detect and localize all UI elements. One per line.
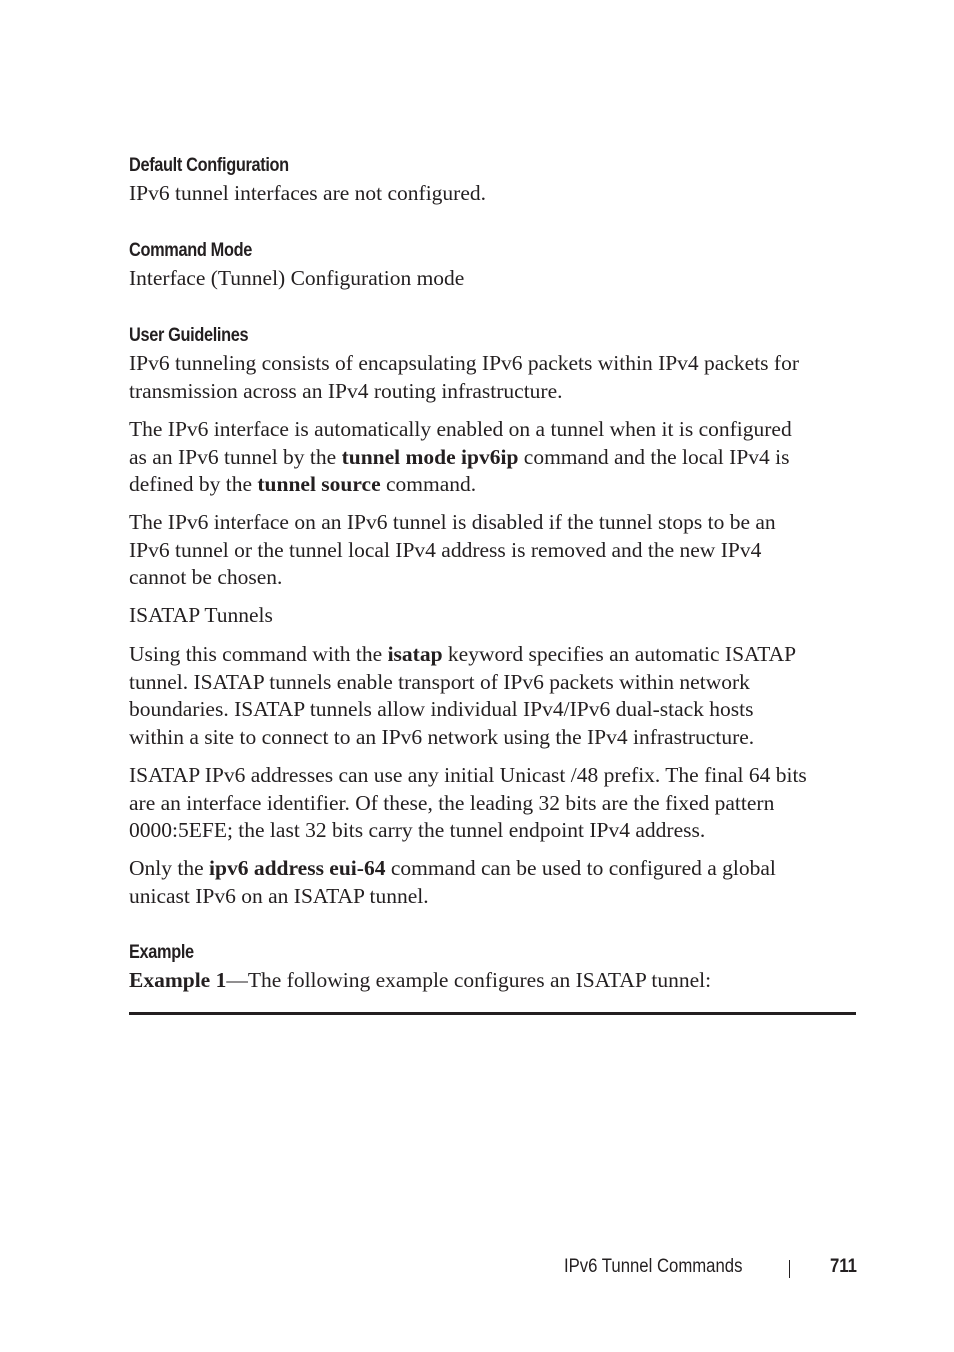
paragraph-line: boundaries. ISATAP tunnels allow individual IPv4/IPv6 dual-stack hosts xyxy=(129,697,754,721)
paragraph-line: ISATAP IPv6 addresses can use any initial Unicast /48 prefix. The final 64 bits xyxy=(129,763,807,787)
command-keyword: tunnel source xyxy=(257,472,381,496)
footer-chapter-title: IPv6 Tunnel Commands xyxy=(564,1256,743,1277)
footer-separator xyxy=(789,1260,790,1278)
example-caption-text: —The following example configures an ISATAP tunnel: xyxy=(226,968,712,992)
footer-page-number: 711 xyxy=(830,1256,857,1277)
command-keyword: tunnel mode ipv6ip xyxy=(341,444,519,469)
text-run: command and the local IPv4 is xyxy=(518,444,790,469)
text-run: Only the xyxy=(129,856,210,880)
paragraph-line: 0000:5EFE; the last 32 bits carry the tunnel endpoint IPv4 address. xyxy=(129,818,706,842)
text-run: as an IPv6 tunnel by the xyxy=(129,444,342,469)
text-run: Using this command with the xyxy=(129,642,388,666)
isatap-subheading: ISATAP Tunnels xyxy=(129,603,273,627)
guidelines-paragraph-1 xyxy=(129,350,856,405)
heading-command-mode: Command Mode xyxy=(129,240,252,261)
guidelines-paragraph-6 xyxy=(129,855,856,910)
paragraph-line: The IPv6 interface on an IPv6 tunnel is disabled if the tunnel stops to be an xyxy=(129,510,776,534)
paragraph-line: unicast IPv6 on an ISATAP tunnel. xyxy=(129,883,429,908)
paragraph-line: cannot be chosen. xyxy=(129,565,283,589)
paragraph-line xyxy=(129,471,856,499)
paragraph-line: transmission across an IPv4 routing infrastructure. xyxy=(129,378,563,403)
paragraph-line xyxy=(129,444,856,472)
paragraph-line xyxy=(129,855,856,883)
paragraph-line: tunnel. ISATAP tunnels enable transport of IPv6 packets within network xyxy=(129,669,750,694)
example-label: Example 1 xyxy=(129,968,227,992)
guidelines-paragraph-3 xyxy=(129,509,856,592)
paragraph-line: within a site to connect to an IPv6 network using the IPv4 infrastructure. xyxy=(129,724,755,749)
heading-user-guidelines: User Guidelines xyxy=(129,325,249,346)
text-run: defined by the xyxy=(129,472,258,496)
text-run: keyword specifies an automatic ISATAP xyxy=(442,642,797,666)
guidelines-paragraph-4 xyxy=(129,641,856,751)
text-run: command can be used to configured a global xyxy=(385,856,776,880)
paragraph-line: IPv6 tunnel or the tunnel local IPv4 address is removed and the new IPv4 xyxy=(129,537,762,562)
command-mode-text: Interface (Tunnel) Configuration mode xyxy=(129,266,465,290)
example-caption xyxy=(129,967,856,995)
heading-default-configuration: Default Configuration xyxy=(129,155,289,176)
default-configuration-text: IPv6 tunnel interfaces are not configured. xyxy=(129,181,487,205)
heading-example: Example xyxy=(129,942,194,963)
paragraph-line: The IPv6 interface is automatically enabled on a tunnel when it is configured xyxy=(129,417,792,441)
paragraph-line xyxy=(129,641,856,669)
command-keyword: ipv6 address eui-64 xyxy=(209,856,386,880)
guidelines-paragraph-5 xyxy=(129,762,856,845)
command-keyword: isatap xyxy=(387,642,443,666)
guidelines-paragraph-2 xyxy=(129,416,856,499)
example-divider-rule xyxy=(129,1012,856,1015)
text-run: command. xyxy=(380,472,477,496)
paragraph-line: are an interface identifier. Of these, the leading 32 bits are the fixed pattern xyxy=(129,790,775,815)
paragraph-line: IPv6 tunneling consists of encapsulating IPv6 packets within IPv4 packets for xyxy=(129,351,799,375)
